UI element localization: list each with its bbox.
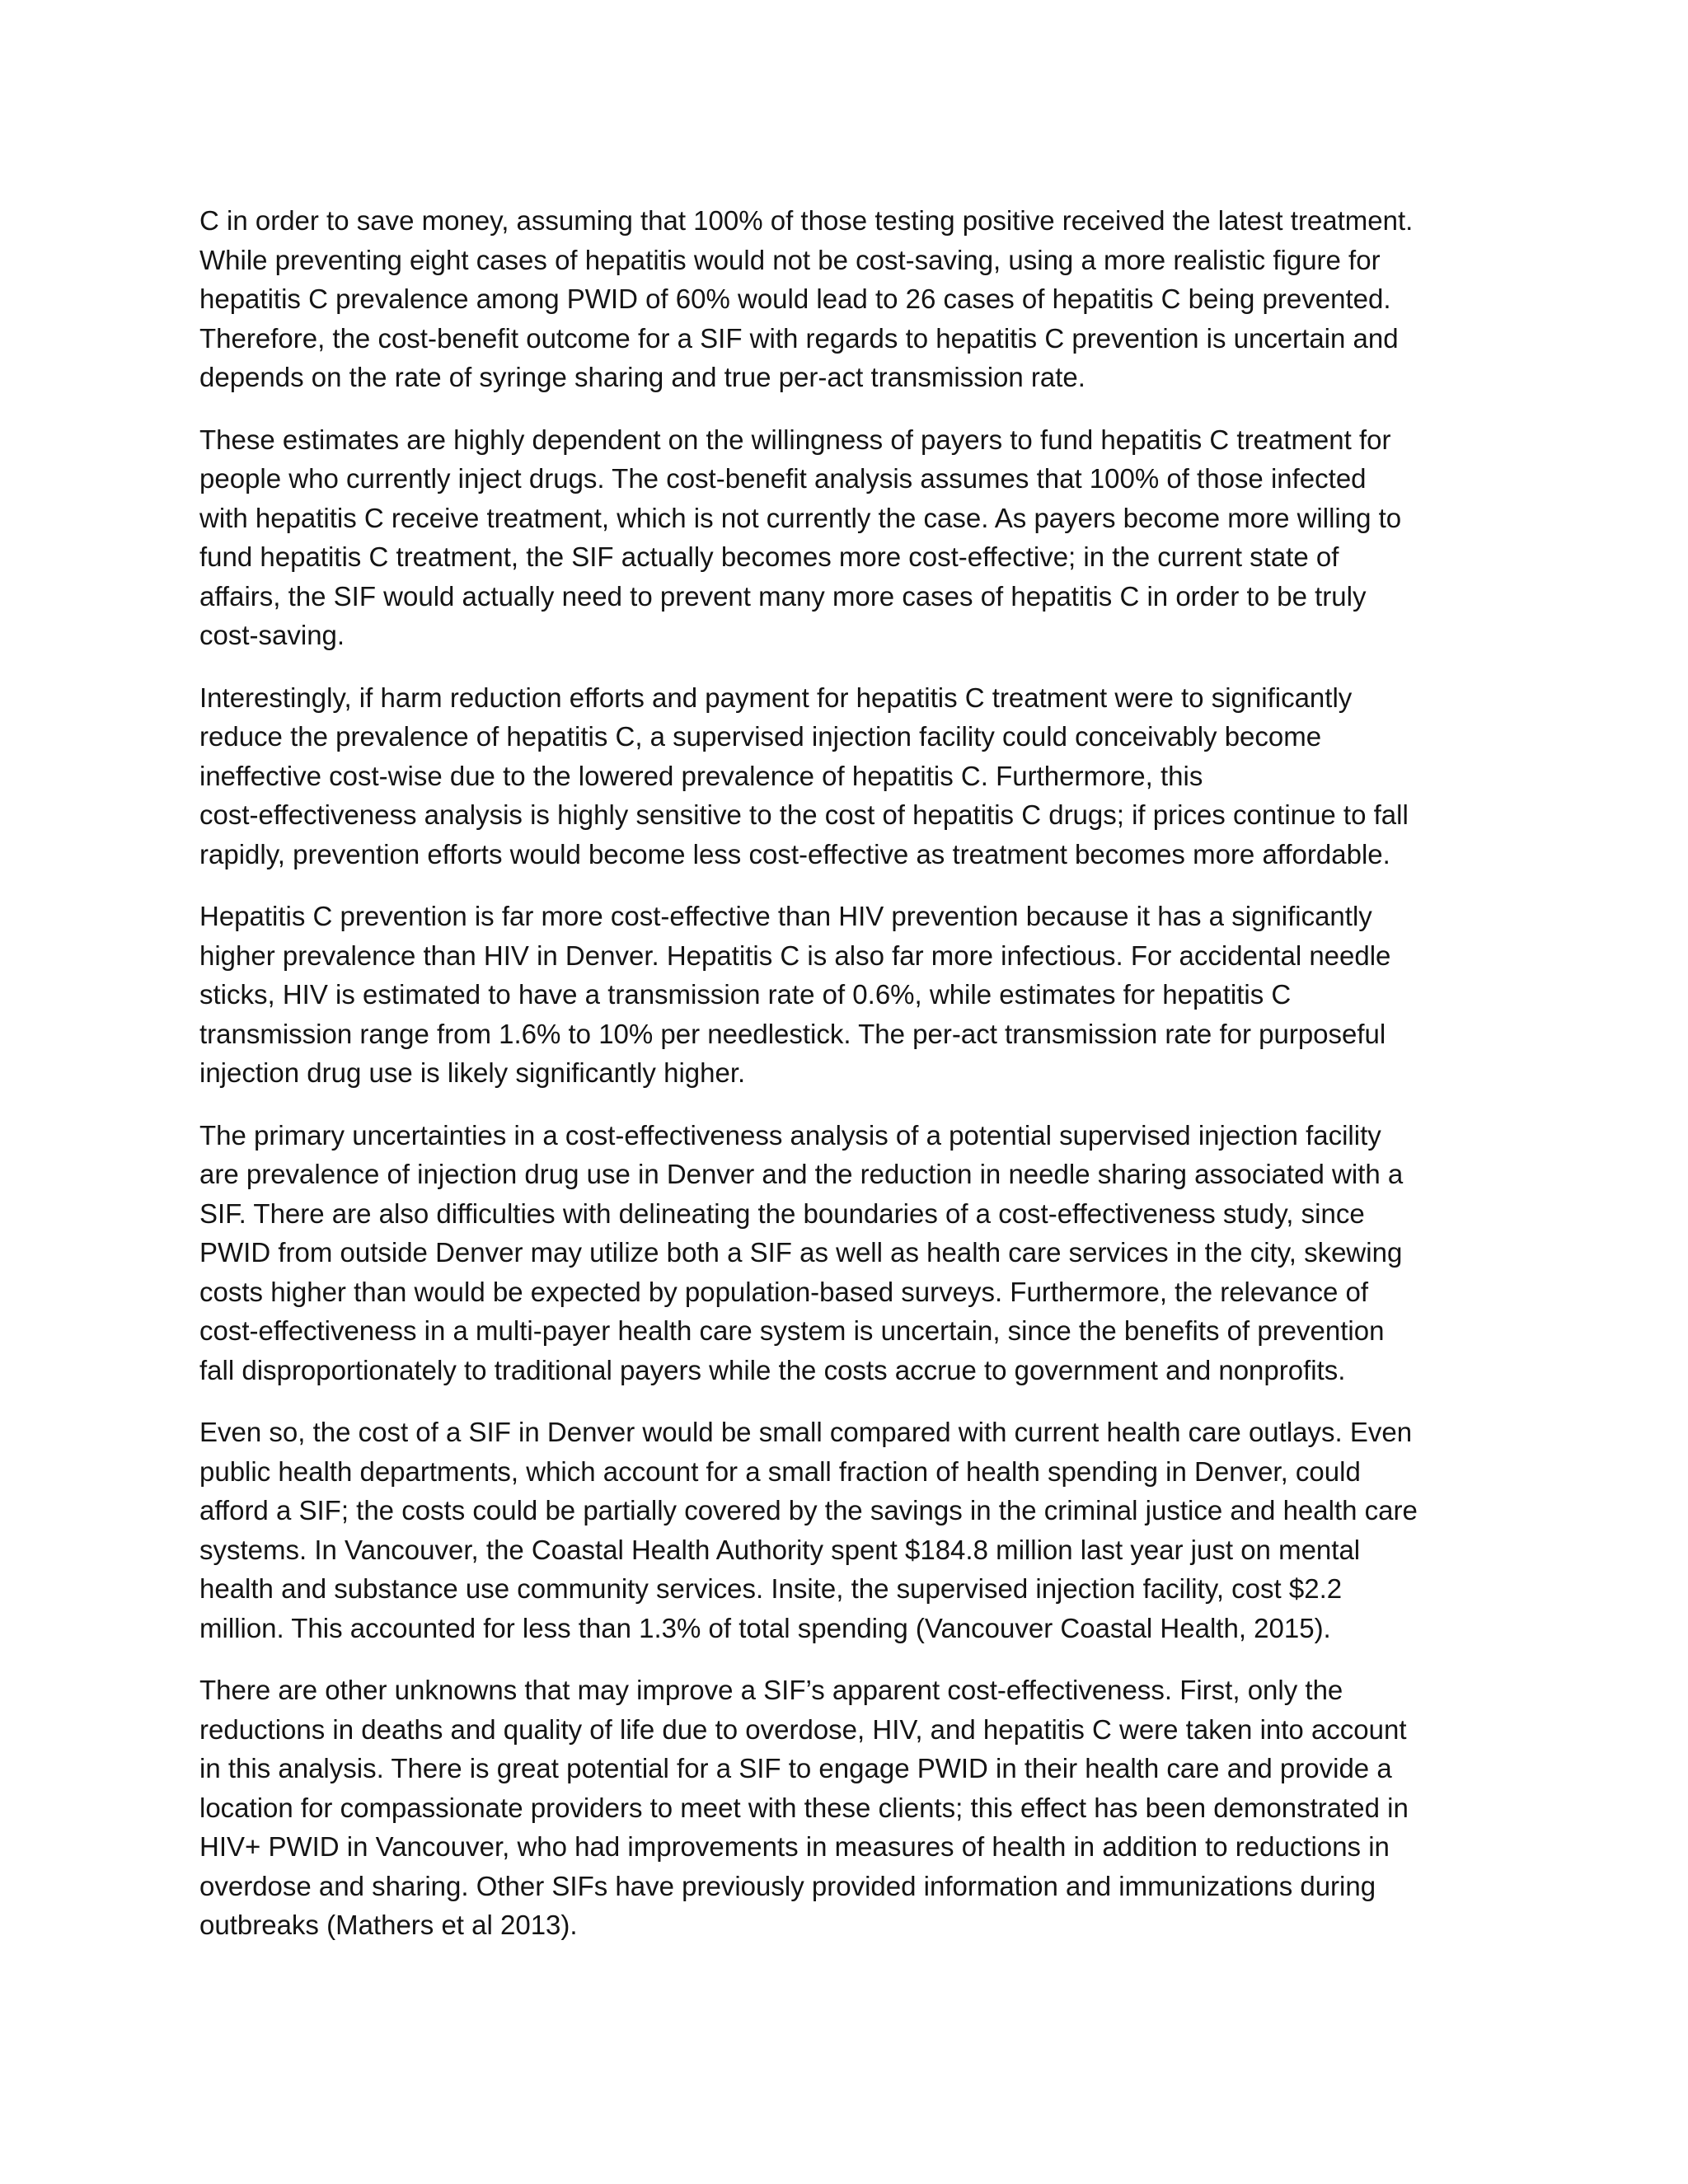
paragraph-payer-willingness [199,420,1502,655]
text-line: Therefore, the cost-benefit outcome for a SIF with regards to hepatitis C prevention is uncertain and [199,322,1399,354]
text-line: Hepatitis C prevention is far more cost-effective than HIV prevention because it has a significantly [199,901,1372,931]
paragraph-hepc-vs-hiv [199,897,1502,1093]
text-line: location for compassionate providers to meet with these clients; this effect has been demonstrated in [199,1792,1409,1823]
paragraph-hepc-cost-saving [199,201,1502,397]
text-line: fall disproportionately to traditional payers while the costs accrue to government and nonprofits. [199,1354,1346,1385]
text-line: While preventing eight cases of hepatitis would not be cost-saving, using a more realistic figure for [199,244,1381,275]
text-line: public health departments, which account for a small fraction of health spending in Denver, could [199,1455,1361,1487]
text-line: reduce the prevalence of hepatitis C, a supervised injection facility could conceivably become [199,721,1322,752]
text-line: affairs, the SIF would actually need to prevent many more cases of hepatitis C in order to be truly [199,580,1367,612]
text-line: people who currently inject drugs. The cost-benefit analysis assumes that 100% of those infected [199,463,1367,494]
text-line: The primary uncertainties in a cost-effectiveness analysis of a potential supervised injection facility [199,1119,1381,1151]
text-line: rapidly, prevention efforts would become less cost-effective as treatment becomes more affordable. [199,838,1390,869]
text-line: cost-saving. [199,620,345,650]
text-line: overdose and sharing. Other SIFs have previously provided information and immunizations during [199,1870,1376,1901]
text-line: afford a SIF; the costs could be partially covered by the savings in the criminal justice and health care [199,1495,1418,1526]
text-line: HIV+ PWID in Vancouver, who had improvements in measures of health in addition to reductions in [199,1831,1390,1862]
text-line: fund hepatitis C treatment, the SIF actually becomes more cost-effective; in the current state of [199,541,1339,572]
text-line: outbreaks (Mathers et al 2013). [199,1910,578,1940]
text-line: depends on the rate of syringe sharing and true per-act transmission rate. [199,362,1085,392]
paragraph-cost-comparison [199,1413,1502,1647]
text-line: SIF. There are also difficulties with delineating the boundaries of a cost-effectiveness study, since [199,1197,1365,1229]
text-line: Even so, the cost of a SIF in Denver would be small compared with current health care outlays. Even [199,1417,1413,1447]
text-line: transmission range from 1.6% to 10% per needlestick. The per-act transmission rate for purposeful [199,1018,1386,1049]
paragraph-uncertainties [199,1116,1502,1390]
text-line: in this analysis. There is great potential for a SIF to engage PWID in their health care and provide a [199,1753,1392,1783]
text-line: million. This accounted for less than 1.3% of total spending (Vancouver Coastal Health, 2015). [199,1612,1331,1643]
text-line: systems. In Vancouver, the Coastal Health Authority spent $184.8 million last year just on mental [199,1534,1361,1565]
text-line: injection drug use is likely significantly higher. [199,1057,746,1088]
text-line: C in order to save money, assuming that 100% of those testing positive received the latest treatment. [199,205,1414,236]
text-line: reductions in deaths and quality of life due to overdose, HIV, and hepatitis C were taken into account [199,1713,1407,1745]
text-line: cost-effectiveness analysis is highly sensitive to the cost of hepatitis C drugs; if prices continue to fall [199,799,1409,830]
text-line: with hepatitis C receive treatment, which is not currently the case. As payers become more willing to [199,502,1402,533]
text-line: costs higher than would be expected by population-based surveys. Furthermore, the relevance of [199,1276,1368,1307]
document-body [199,201,1502,1968]
text-line: ineffective cost-wise due to the lowered prevalence of hepatitis C. Furthermore, this [199,760,1203,791]
text-line: sticks, HIV is estimated to have a transmission rate of 0.6%, while estimates for hepatitis C [199,979,1292,1010]
text-line: PWID from outside Denver may utilize both a SIF as well as health care services in the city, skewing [199,1237,1403,1268]
paragraph-harm-reduction [199,678,1502,874]
text-line: There are other unknowns that may improve a SIF’s apparent cost-effectiveness. First, only the [199,1675,1343,1705]
text-line: These estimates are highly dependent on the willingness of payers to fund hepatitis C treatment for [199,424,1391,455]
text-line: cost-effectiveness in a multi-payer health care system is uncertain, since the benefits of prevention [199,1315,1385,1346]
text-line: hepatitis C prevalence among PWID of 60% would lead to 26 cases of hepatitis C being prevented. [199,284,1391,314]
text-line: are prevalence of injection drug use in Denver and the reduction in needle sharing associated with a [199,1159,1404,1189]
text-line: higher prevalence than HIV in Denver. Hepatitis C is also far more infectious. For accidental needle [199,940,1391,971]
text-line: health and substance use community services. Insite, the supervised injection facility, cost $2.2 [199,1573,1343,1604]
text-line: Interestingly, if harm reduction efforts and payment for hepatitis C treatment were to significantly [199,682,1353,713]
paragraph-other-unknowns [199,1671,1502,1945]
